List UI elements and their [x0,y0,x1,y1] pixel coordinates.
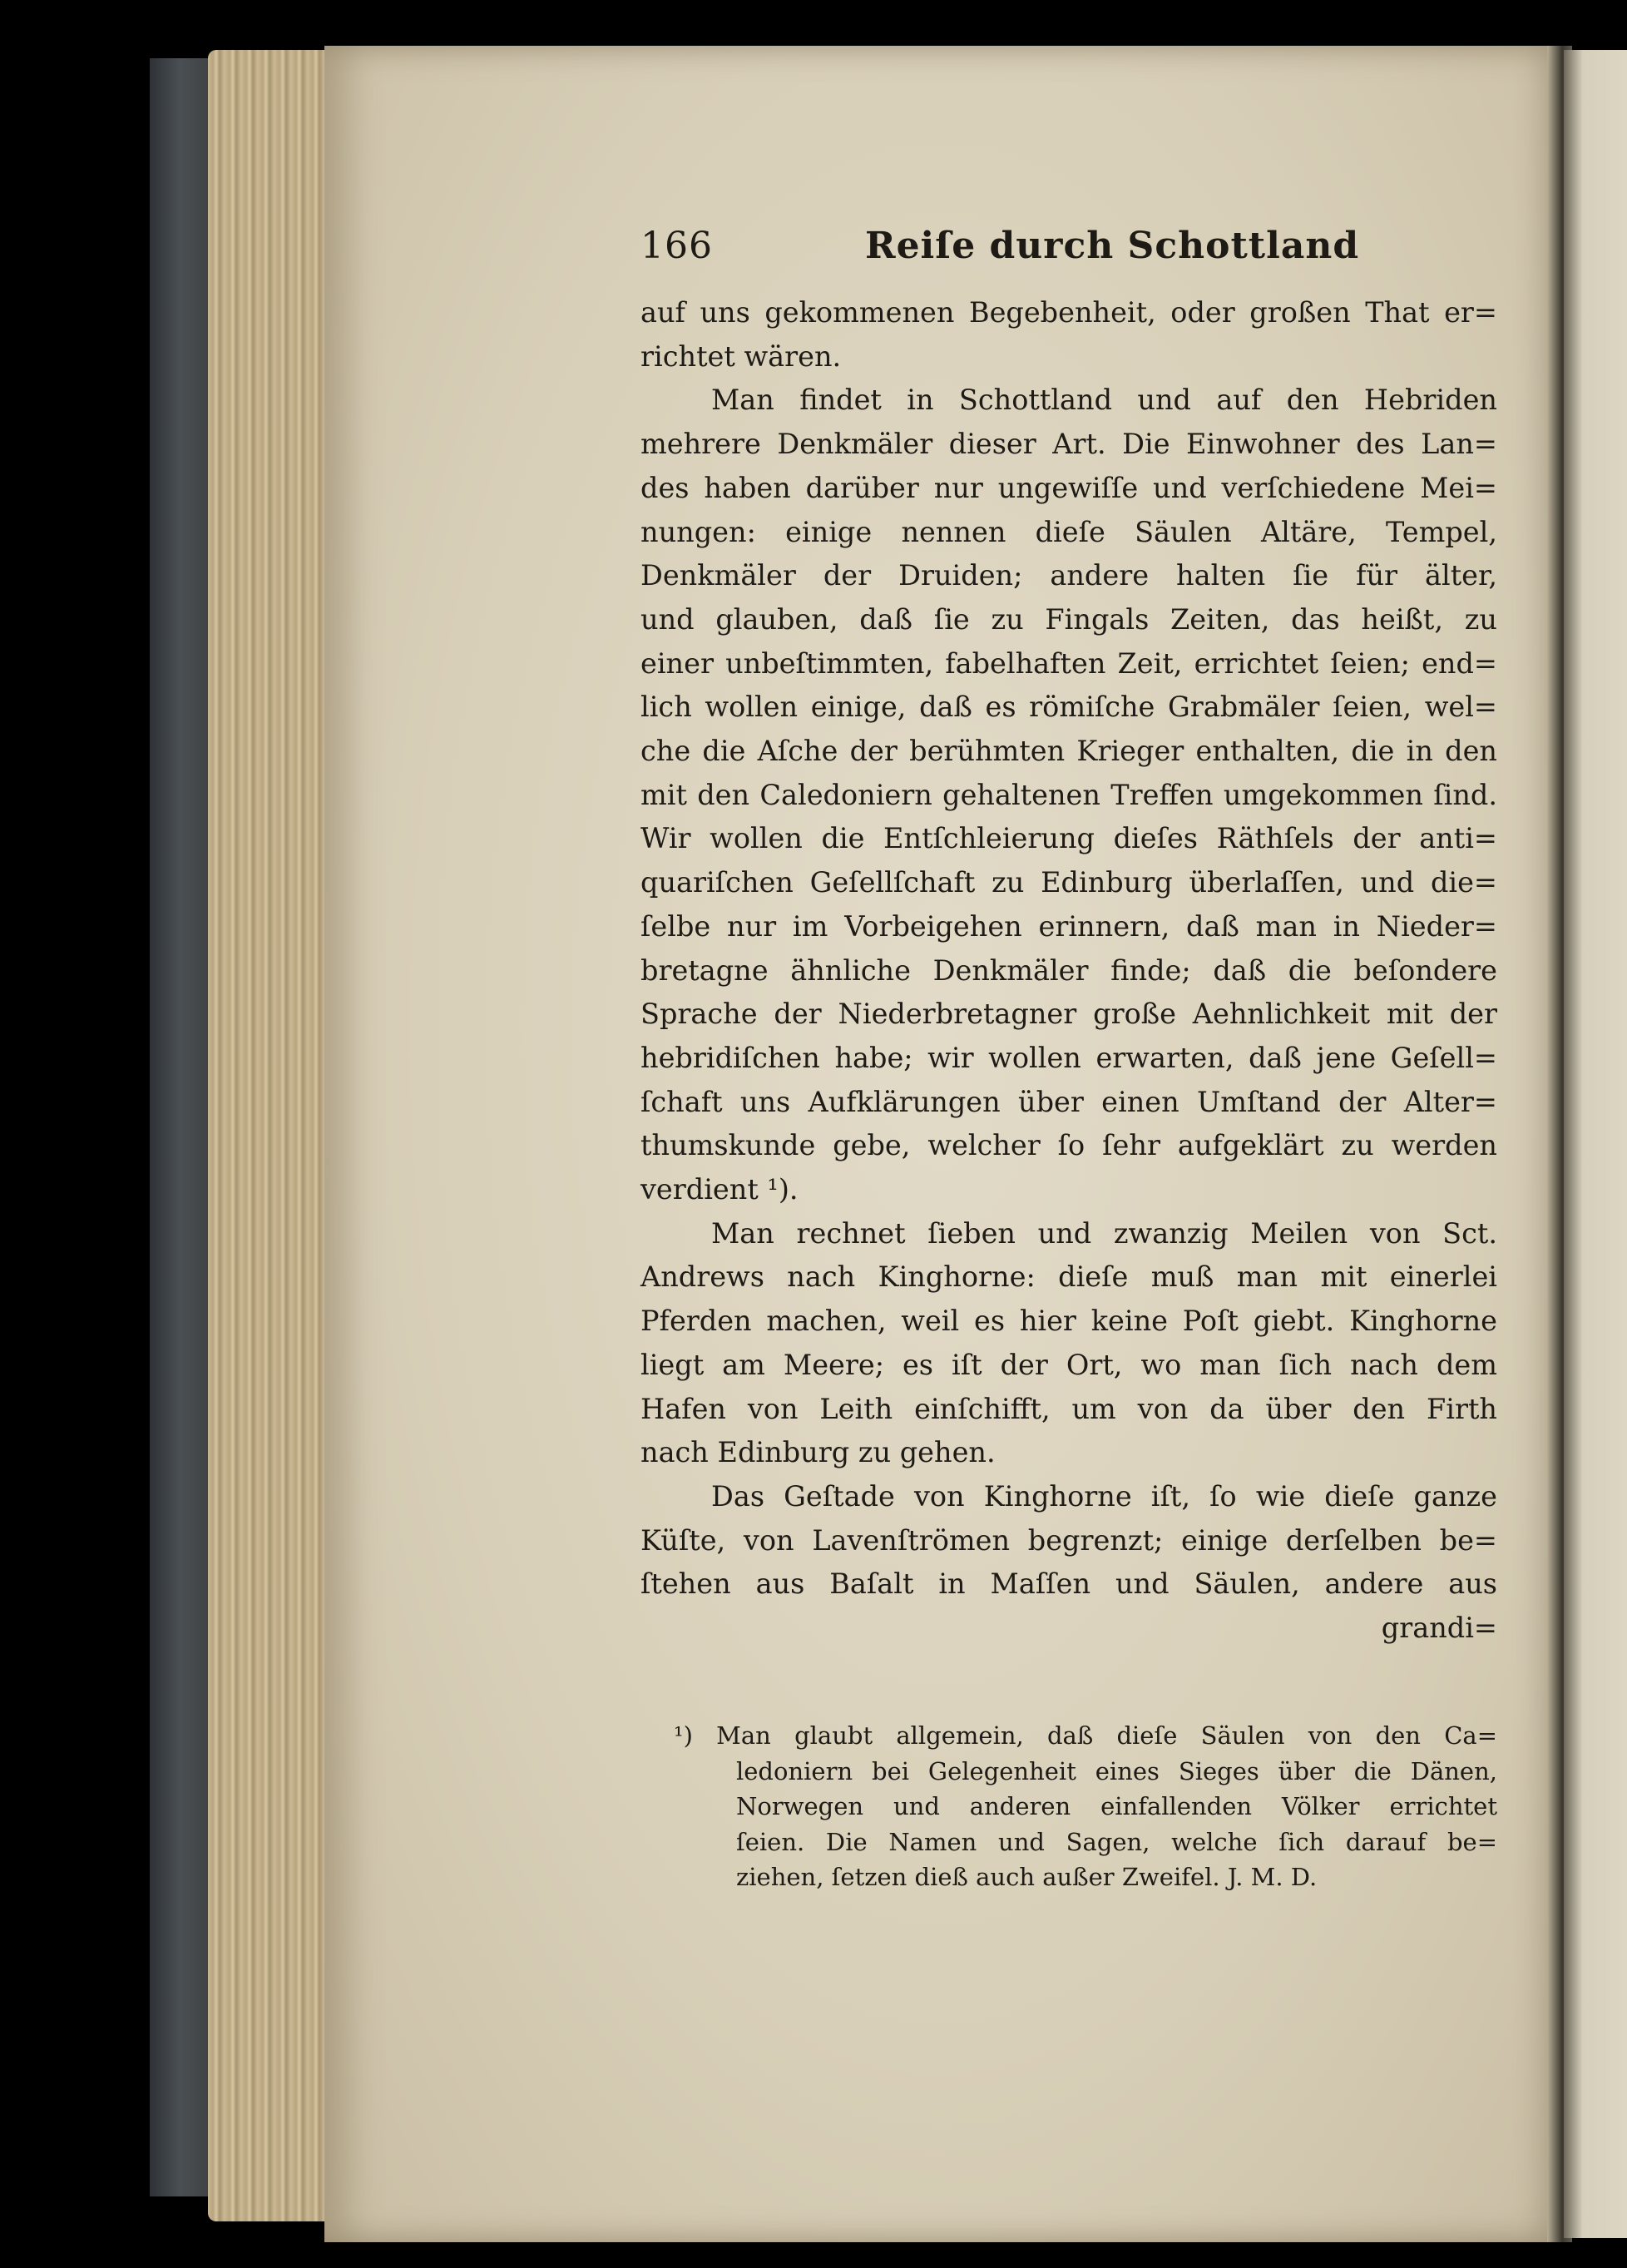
text-line: nungen: einige nennen dieſe Säulen Altäre, Tempel, [640,515,1497,548]
facing-page-edge [1564,50,1627,2238]
catchword: grandi= [1381,1612,1497,1645]
text-line: lich wollen einige, daß es römiſche Grabmäler ſeien, wel= [640,691,1497,724]
text-line: hebridiſchen habe; wir wollen erwarten, daß jene Geſell= [640,1041,1497,1074]
text-line: Denkmäler der Druiden; andere halten ſie für älter, [640,559,1497,592]
text-line: ſelbe nur im Vorbeigehen erinnern, daß man in Nieder= [640,909,1497,943]
text-line: quariſchen Geſellſchaft zu Edinburg überlaſſen, und die= [640,866,1497,899]
text-line: Hafen von Leith einſchifft, um von da über den Firth [640,1392,1497,1425]
text-line: thumskunde gebe, welcher ſo ſehr aufgeklärt zu werden [640,1129,1497,1162]
text-line: des haben darüber nur ungewiſſe und verſchiedene Mei= [640,471,1497,504]
text-line: mehrere Denkmäler dieser Art. Die Einwohner des Lan= [640,428,1497,461]
footnote-line: ziehen, ſetzen dieß auch außer Zweifel. J. M. D. [736,1863,1318,1891]
paragraph-4 [640,1475,1497,1651]
footnote-line: ledoniern bei Gelegenheit eines Sieges über die Dänen, [736,1756,1497,1785]
text-line: Man rechnet ſieben und zwanzig Meilen von Sct. [711,1216,1497,1250]
text-line: und glauben, daß ſie zu Fingals Zeiten, das heißt, zu [640,602,1497,636]
page-number: 166 [640,225,713,267]
footnote-line: Norwegen und anderen einfallenden Völker errichtet [736,1792,1497,1820]
text-line: Sprache der Niederbretagner große Aehnlichkeit mit der [640,998,1497,1031]
text-line: Das Geſtade von Kinghorne iſt, ſo wie dieſe ganze [711,1479,1497,1513]
text-line: nach Edinburg zu gehen. [640,1436,996,1469]
text-line: Wir wollen die Entſchleierung dieſes Räthſels der anti= [640,822,1497,855]
text-line: auf uns gekommenen Begebenheit, oder großen That er= [640,296,1497,329]
footnote-line: ſeien. Die Namen und Sagen, welche ſich darauf be= [736,1827,1497,1856]
text-line: Küſte, von Lavenſtrömen begrenzt; einige derſelben be= [640,1523,1497,1557]
page-text [640,225,1497,1651]
page-edges [208,50,341,2221]
text-line: Man findet in Schottland und auf den Hebriden [711,384,1497,417]
text-line: Andrews nach Kinghorne: dieſe muß man mit einerlei [640,1260,1497,1294]
paragraph-3 [640,1212,1497,1475]
body-text [640,291,1497,1651]
text-line: bretagne ähnliche Denkmäler finde; daß die beſondere [640,953,1497,987]
text-line: einer unbeſtimmten, fabelhaften Zeit, errichtet ſeien; end= [640,646,1497,680]
text-line: richtet wären. [640,339,842,373]
paragraph-1 [640,291,1497,379]
footnote [674,1718,1497,1895]
text-line: liegt am Meere; es iſt der Ort, wo man ſich nach dem [640,1348,1497,1381]
running-head: Reiſe durch Schottland [865,225,1360,267]
text-line: ſchaft uns Aufklärungen über einen Umſtand der Alter= [640,1085,1497,1118]
text-line: mit den Caledoniern gehaltenen Treffen umgekommen ſind. [640,778,1497,811]
text-line: ſtehen aus Baſalt in Maſſen und Säulen, andere aus [640,1567,1497,1601]
paragraph-2 [640,379,1497,1211]
page-header [640,225,1497,291]
text-line: verdient ¹). [640,1173,799,1206]
text-line: che die Aſche der berühmten Krieger enthalten, die in den [640,735,1497,768]
text-line: Pferden machen, weil es hier keine Poſt giebt. Kinghorne [640,1305,1497,1338]
footnote-line: ¹) Man glaubt allgemein, daß dieſe Säulen von den Ca= [674,1721,1497,1750]
